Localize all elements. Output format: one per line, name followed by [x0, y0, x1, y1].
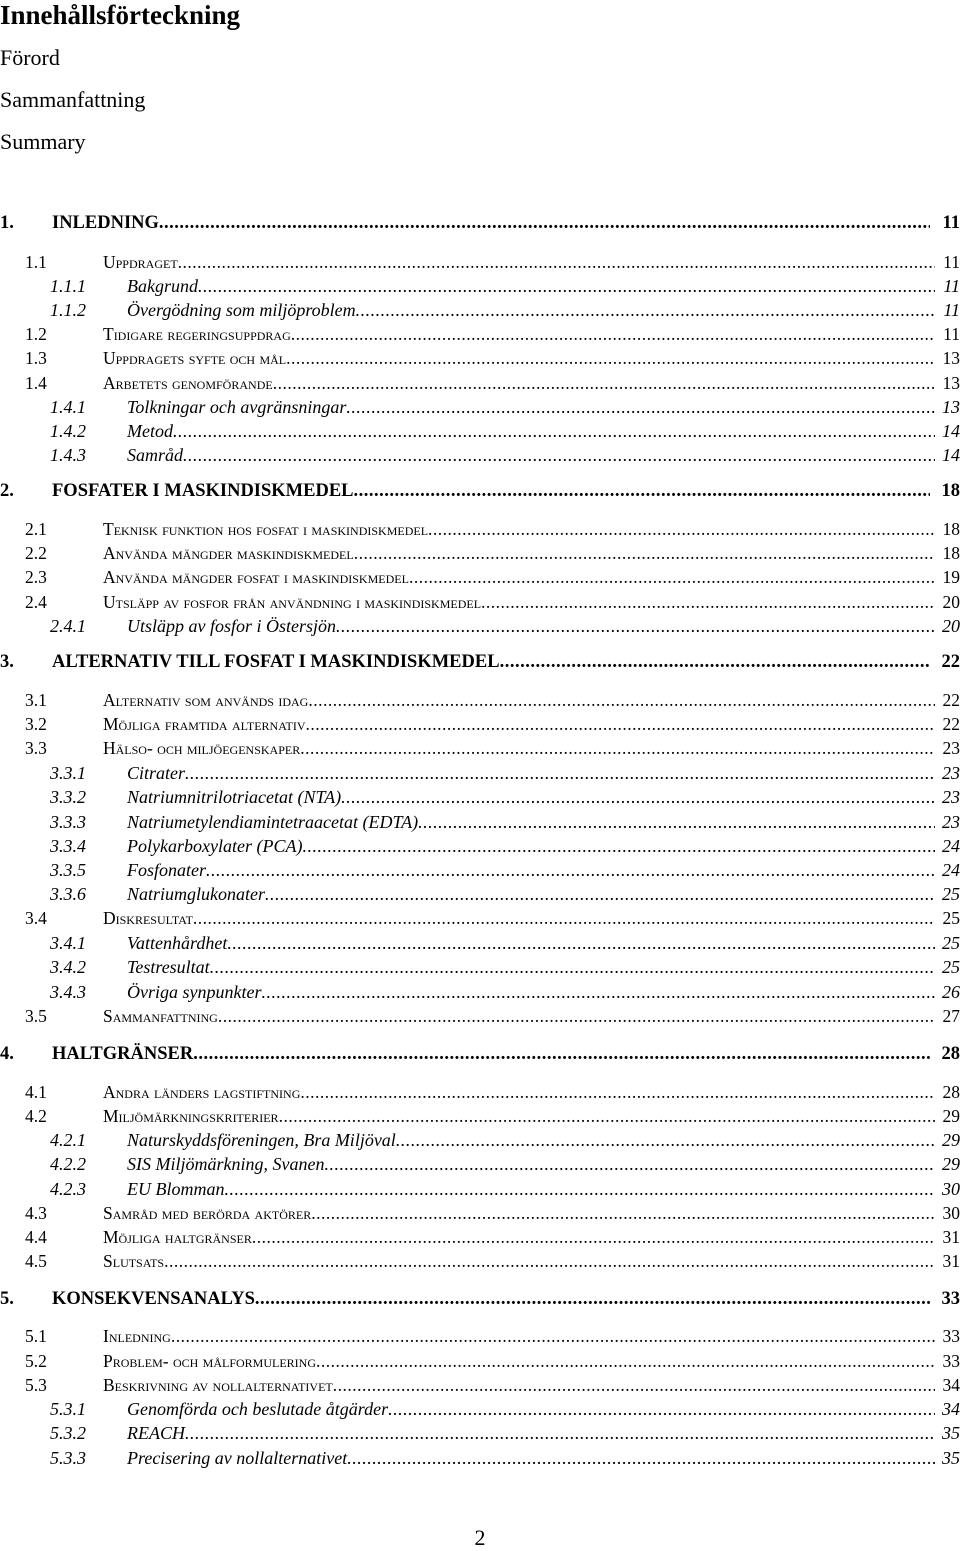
toc-entry-leader — [127, 395, 935, 419]
toc-entry-page: 25 — [942, 955, 960, 979]
toc-entry[interactable] — [0, 211, 960, 235]
toc-entry-title: Använda mängder fosfat i maskindiskmedel — [103, 565, 409, 589]
toc-entry-number: 3.3.6 — [50, 882, 86, 906]
toc-entry[interactable] — [0, 1225, 960, 1249]
toc-entry-number: 4.4 — [25, 1225, 47, 1249]
toc-entry-number: 3.4 — [25, 906, 47, 930]
toc-entry[interactable] — [0, 614, 960, 638]
toc-entry-title: Utsläpp av fosfor i Östersjön — [127, 614, 336, 638]
toc-entry-leader — [127, 274, 935, 298]
toc-entry[interactable] — [0, 882, 960, 906]
toc-entry-leader — [127, 810, 935, 834]
toc-entry[interactable] — [0, 419, 960, 443]
toc-entry-title: HALTGRÄNSER — [52, 1042, 193, 1066]
toc-entry-number: 2.3 — [25, 565, 47, 589]
toc-entry-leader — [103, 517, 935, 541]
toc-entry[interactable] — [0, 785, 960, 809]
toc-entry-leader — [127, 443, 935, 467]
toc-entry-title: Utsläpp av fosfor från användning i maskindiskmedel — [103, 590, 481, 614]
toc-entry-page: 24 — [942, 834, 960, 858]
toc-entry-title: Diskresultat — [103, 906, 193, 930]
toc-entry-page: 23 — [942, 785, 960, 809]
toc-entry-leader — [127, 1421, 935, 1445]
toc-entry-number: 5.3.3 — [50, 1446, 86, 1470]
toc-entry-title: Testresultat — [127, 955, 210, 979]
toc-dot-leader — [261, 980, 935, 1004]
toc-dot-leader — [306, 712, 935, 736]
toc-entry-number: 3.1 — [25, 688, 47, 712]
toc-entry-page: 20 — [942, 614, 960, 638]
toc-entry-title: KONSEKVENSANALYS — [52, 1287, 255, 1311]
toc-entry[interactable] — [0, 346, 960, 370]
toc-dot-leader — [206, 858, 935, 882]
toc-dot-leader — [225, 1177, 936, 1201]
toc-dot-leader — [265, 882, 935, 906]
toc-entry-page: 29 — [943, 1104, 960, 1128]
toc-entry-number: 3. — [0, 650, 14, 674]
toc-dot-leader — [300, 736, 935, 760]
toc-entry-number: 2.2 — [25, 541, 47, 565]
toc-entry[interactable] — [0, 1287, 960, 1311]
front-matter-summary-sv[interactable]: Sammanfattning — [0, 87, 145, 113]
toc-entry-title: EU Blomman — [127, 1177, 225, 1201]
toc-entry-leader — [127, 1397, 935, 1421]
toc-entry-leader — [127, 882, 935, 906]
toc-entry-number: 1.2 — [25, 322, 47, 346]
toc-entry-leader — [52, 1287, 930, 1311]
toc-entry-page: 11 — [943, 250, 960, 274]
toc-entry-page: 34 — [942, 1397, 960, 1421]
toc-entry-title: Citrater — [127, 761, 185, 785]
toc-entry-leader — [52, 211, 930, 235]
toc-entry-number: 3.5 — [25, 1004, 47, 1028]
toc-entry-title: Bakgrund — [127, 274, 198, 298]
toc-entry-title: SIS Miljömärkning, Svanen — [127, 1152, 324, 1176]
toc-entry-title: Möjliga haltgränser — [103, 1225, 252, 1249]
toc-entry-leader — [127, 1446, 935, 1470]
toc-entry-page: 27 — [943, 1004, 960, 1028]
toc-entry-leader — [103, 250, 935, 274]
toc-entry[interactable] — [0, 1373, 960, 1397]
toc-entry-title: Beskrivning av nollalternativet — [103, 1373, 333, 1397]
page-number: 2 — [0, 1525, 960, 1551]
toc-entry[interactable] — [0, 1080, 960, 1104]
toc-entry-leader — [52, 1042, 930, 1066]
toc-entry-title: Inledning — [103, 1324, 171, 1348]
toc-entry-page: 18 — [943, 517, 960, 541]
toc-entry[interactable] — [0, 1004, 960, 1028]
toc-dot-leader — [193, 1042, 930, 1066]
toc-dot-leader — [185, 1421, 935, 1445]
toc-entry-leader — [103, 906, 935, 930]
toc-entry[interactable] — [0, 858, 960, 882]
toc-entry[interactable] — [0, 371, 960, 395]
toc-entry-number: 4.2 — [25, 1104, 47, 1128]
toc-entry-leader — [103, 541, 935, 565]
toc-entry-leader — [103, 1004, 935, 1028]
toc-entry-page: 25 — [942, 882, 960, 906]
toc-entry-page: 29 — [942, 1152, 960, 1176]
toc-entry[interactable] — [0, 1201, 960, 1225]
toc-entry-number: 5.2 — [25, 1349, 47, 1373]
toc-entry[interactable] — [0, 1249, 960, 1273]
toc-entry-number: 1.4 — [25, 371, 47, 395]
toc-entry-page: 22 — [943, 712, 960, 736]
toc-entry-title: Möjliga framtida alternativ — [103, 712, 306, 736]
toc-entry-title: Arbetets genomförande — [103, 371, 273, 395]
toc-entry-title: Genomförda och beslutade åtgärder — [127, 1397, 388, 1421]
toc-entry-title: Precisering av nollalternativet — [127, 1446, 347, 1470]
toc-entry-leader — [103, 736, 935, 760]
toc-entry-page: 23 — [942, 761, 960, 785]
toc-entry-number: 3.3.3 — [50, 810, 86, 834]
toc-entry-page: 14 — [942, 443, 960, 467]
toc-entry-leader — [103, 1201, 935, 1225]
toc-entry-number: 3.3.2 — [50, 785, 86, 809]
toc-entry-title: Sammanfattning — [103, 1004, 218, 1028]
toc-entry-leader — [103, 565, 935, 589]
toc-entry[interactable] — [0, 1042, 960, 1066]
toc-entry[interactable] — [0, 1446, 960, 1470]
toc-entry-title: Natriumglukonater — [127, 882, 265, 906]
toc-entry[interactable] — [0, 541, 960, 565]
toc-entry[interactable] — [0, 1349, 960, 1373]
toc-dot-leader — [183, 443, 935, 467]
toc-entry-page: 30 — [942, 1177, 960, 1201]
toc-entry[interactable] — [0, 980, 960, 1004]
toc-entry-number: 1.4.2 — [50, 419, 86, 443]
toc-entry[interactable] — [0, 298, 960, 322]
toc-entry-number: 2.4 — [25, 590, 47, 614]
toc-entry-leader — [103, 1104, 935, 1128]
toc-entry[interactable] — [0, 1104, 960, 1128]
toc-entry[interactable] — [0, 931, 960, 955]
toc-dot-leader — [396, 1128, 935, 1152]
toc-entry-title: Miljömärkningskriterier — [103, 1104, 279, 1128]
toc-entry-title: Uppdraget — [103, 250, 178, 274]
toc-dot-leader — [428, 517, 935, 541]
toc-entry-number: 5.3.2 — [50, 1421, 86, 1445]
toc-entry-page: 33 — [943, 1324, 960, 1348]
toc-dot-leader — [347, 1446, 935, 1470]
toc-entry-page: 23 — [943, 736, 960, 760]
toc-entry-number: 3.4.3 — [50, 980, 86, 1004]
toc-entry[interactable] — [0, 479, 960, 503]
toc-entry-title: Fosfonater — [127, 858, 206, 882]
toc-entry-title: ALTERNATIV TILL FOSFAT I MASKINDISKMEDEL — [52, 650, 500, 674]
toc-entry-leader — [127, 955, 935, 979]
toc-entry-leader — [103, 1373, 935, 1397]
toc-entry-number: 5.3.1 — [50, 1397, 86, 1421]
toc-entry[interactable] — [0, 761, 960, 785]
toc-entry-title: Slutsats — [103, 1249, 164, 1273]
toc-entry-page: 26 — [942, 980, 960, 1004]
toc-entry-page: 35 — [942, 1446, 960, 1470]
toc-entry-leader — [103, 371, 935, 395]
toc-entry-leader — [103, 688, 935, 712]
toc-dot-leader — [227, 931, 935, 955]
toc-entry-title: FOSFATER I MASKINDISKMEDEL — [52, 479, 354, 503]
toc-entry-number: 3.3.1 — [50, 761, 86, 785]
toc-dot-leader — [481, 590, 935, 614]
toc-dot-leader — [300, 1080, 935, 1104]
toc-dot-leader — [291, 322, 935, 346]
toc-entry-page: 14 — [942, 419, 960, 443]
toc-entry-leader — [52, 650, 930, 674]
toc-entry-page: 18 — [942, 479, 960, 503]
toc-entry-page: 11 — [943, 298, 960, 322]
toc-entry-leader — [103, 1349, 935, 1373]
toc-entry-title: Använda mängder maskindiskmedel — [103, 541, 354, 565]
toc-entry-leader — [103, 712, 935, 736]
toc-entry-page: 35 — [942, 1421, 960, 1445]
toc-entry-page: 23 — [942, 810, 960, 834]
toc-entry-page: 22 — [942, 650, 960, 674]
toc-entry-page: 18 — [943, 541, 960, 565]
toc-dot-leader — [333, 1373, 935, 1397]
toc-entry-number: 4.2.3 — [50, 1177, 86, 1201]
toc-entry-page: 22 — [943, 688, 960, 712]
toc-dot-leader — [218, 1004, 935, 1028]
toc-dot-leader — [308, 688, 935, 712]
toc-entry[interactable] — [0, 590, 960, 614]
toc-entry-number: 4.5 — [25, 1249, 47, 1273]
toc-entry-page: 11 — [943, 322, 960, 346]
toc-entry[interactable] — [0, 274, 960, 298]
toc-dot-leader — [336, 614, 935, 638]
toc-entry[interactable] — [0, 688, 960, 712]
toc-entry-leader — [127, 1128, 935, 1152]
toc-entry[interactable] — [0, 736, 960, 760]
toc-entry-title: Problem- och målformulering — [103, 1349, 316, 1373]
toc-dot-leader — [279, 1104, 935, 1128]
toc-entry[interactable] — [0, 565, 960, 589]
toc-entry-page: 34 — [943, 1373, 960, 1397]
toc-entry-page: 30 — [943, 1201, 960, 1225]
toc-entry-page: 33 — [942, 1287, 960, 1311]
toc-entry-title: Tidigare regeringsuppdrag — [103, 322, 291, 346]
toc-entry-title: Övriga synpunkter — [127, 980, 261, 1004]
toc-entry-page: 20 — [943, 590, 960, 614]
toc-entry-number: 5. — [0, 1287, 14, 1311]
toc-entry-page: 29 — [942, 1128, 960, 1152]
toc-entry[interactable] — [0, 443, 960, 467]
toc-entry-title: Övergödning som miljöproblem — [127, 298, 356, 322]
toc-heading: Innehållsförteckning — [0, 0, 240, 30]
toc-entry-leader — [127, 761, 935, 785]
toc-entry-number: 4.3 — [25, 1201, 47, 1225]
toc-entry-title: Uppdragets syfte och mål — [103, 346, 286, 370]
toc-entry-number: 3.4.1 — [50, 931, 86, 955]
toc-entry[interactable] — [0, 322, 960, 346]
toc-entry-title: Andra länders lagstiftning — [103, 1080, 300, 1104]
toc-entry-number: 1.4.3 — [50, 443, 86, 467]
toc-entry-title: Hälso- och miljöegenskaper — [103, 736, 300, 760]
toc-entry-page: 25 — [942, 931, 960, 955]
toc-dot-leader — [286, 346, 935, 370]
toc-entry-leader — [127, 298, 935, 322]
toc-dot-leader — [311, 1201, 935, 1225]
toc-entry-page: 25 — [943, 906, 960, 930]
toc-entry-leader — [103, 1225, 935, 1249]
toc-entry-number: 4. — [0, 1042, 14, 1066]
toc-dot-leader — [354, 479, 930, 503]
toc-entry[interactable] — [0, 906, 960, 930]
toc-entry-number: 2.1 — [25, 517, 47, 541]
toc-entry-number: 1.3 — [25, 346, 47, 370]
toc-dot-leader — [198, 274, 935, 298]
toc-entry-number: 1.4.1 — [50, 395, 86, 419]
toc-entry-page: 13 — [942, 395, 960, 419]
toc-entry-number: 2. — [0, 479, 14, 503]
toc-entry-page: 11 — [943, 274, 960, 298]
toc-entry-number: 3.4.2 — [50, 955, 86, 979]
toc-dot-leader — [185, 761, 935, 785]
toc-dot-leader — [409, 565, 935, 589]
toc-entry-number: 3.2 — [25, 712, 47, 736]
toc-entry-leader — [127, 419, 935, 443]
toc-entry-leader — [103, 322, 935, 346]
toc-entry-title: Tolkningar och avgränsningar — [127, 395, 346, 419]
toc-entry-title: Samråd med berörda aktörer — [103, 1201, 311, 1225]
toc-entry-leader — [103, 1324, 935, 1348]
toc-entry-title: Alternativ som används idag — [103, 688, 308, 712]
toc-dot-leader — [324, 1152, 935, 1176]
toc-entry[interactable] — [0, 517, 960, 541]
toc-entry-title: Natriumnitrilotriacetat (NTA) — [127, 785, 341, 809]
toc-entry[interactable] — [0, 1421, 960, 1445]
toc-entry-leader — [127, 1177, 935, 1201]
toc-entry-number: 3.3.4 — [50, 834, 86, 858]
toc-entry[interactable] — [0, 395, 960, 419]
toc-entry-title: Naturskyddsföreningen, Bra Miljöval — [127, 1128, 396, 1152]
toc-entry-leader — [127, 858, 935, 882]
toc-entry-number: 3.3 — [25, 736, 47, 760]
toc-dot-leader — [500, 650, 930, 674]
toc-entry-number: 4.2.1 — [50, 1128, 86, 1152]
toc-entry-page: 11 — [943, 211, 960, 235]
toc-dot-leader — [346, 395, 935, 419]
toc-dot-leader — [273, 371, 935, 395]
toc-dot-leader — [210, 955, 935, 979]
toc-entry-leader — [127, 834, 935, 858]
toc-entry-page: 13 — [943, 346, 960, 370]
toc-entry-number: 2.4.1 — [50, 614, 86, 638]
toc-entry-page: 19 — [943, 565, 960, 589]
toc-dot-leader — [356, 298, 935, 322]
toc-entry-page: 28 — [942, 1042, 960, 1066]
toc-entry[interactable] — [0, 650, 960, 674]
toc-entry-page: 28 — [943, 1080, 960, 1104]
toc-entry-number: 4.1 — [25, 1080, 47, 1104]
toc-dot-leader — [388, 1397, 935, 1421]
toc-entry[interactable] — [0, 712, 960, 736]
toc-entry-title: Teknisk funktion hos fosfat i maskindiskmedel — [103, 517, 428, 541]
toc-dot-leader — [316, 1349, 935, 1373]
toc-entry-leader — [127, 931, 935, 955]
toc-entry-title: INLEDNING — [52, 211, 159, 235]
front-matter-summary-en[interactable]: Summary — [0, 129, 86, 155]
toc-entry-page: 24 — [942, 858, 960, 882]
toc-dot-leader — [159, 211, 930, 235]
toc-entry-page: 31 — [943, 1225, 960, 1249]
toc-entry-leader — [103, 1080, 935, 1104]
toc-entry-leader — [103, 590, 935, 614]
toc-entry-title: Vattenhårdhet — [127, 931, 227, 955]
toc-entry[interactable] — [0, 1324, 960, 1348]
toc-entry-leader — [127, 614, 935, 638]
toc-entry-leader — [127, 980, 935, 1004]
toc-entry-leader — [127, 1152, 935, 1176]
toc-dot-leader — [255, 1287, 930, 1311]
toc-entry[interactable] — [0, 955, 960, 979]
toc-entry-number: 1.1.1 — [50, 274, 86, 298]
toc-entry-leader — [127, 785, 935, 809]
toc-entry-number: 5.3 — [25, 1373, 47, 1397]
front-matter-foreword[interactable]: Förord — [0, 45, 60, 71]
toc-entry-number: 1.1 — [25, 250, 47, 274]
toc-entry-number: 1. — [0, 211, 14, 235]
toc-dot-leader — [164, 1249, 935, 1273]
toc-entry-leader — [52, 479, 930, 503]
toc-dot-leader — [354, 541, 935, 565]
toc-dot-leader — [302, 834, 935, 858]
toc-entry-title: Samråd — [127, 443, 183, 467]
toc-entry-number: 3.3.5 — [50, 858, 86, 882]
toc-dot-leader — [178, 250, 935, 274]
toc-entry-page: 31 — [943, 1249, 960, 1273]
toc-dot-leader — [418, 810, 935, 834]
toc-entry-number: 5.1 — [25, 1324, 47, 1348]
toc-entry-page: 33 — [943, 1349, 960, 1373]
toc-entry-title: Polykarboxylater (PCA) — [127, 834, 302, 858]
toc-entry[interactable] — [0, 1397, 960, 1421]
toc-entry[interactable] — [0, 250, 960, 274]
toc-entry[interactable] — [0, 810, 960, 834]
toc-entry[interactable] — [0, 1177, 960, 1201]
toc-entry-number: 1.1.2 — [50, 298, 86, 322]
toc-entry[interactable] — [0, 1152, 960, 1176]
toc-dot-leader — [341, 785, 935, 809]
toc-entry[interactable] — [0, 1128, 960, 1152]
toc-dot-leader — [193, 906, 935, 930]
toc-entry-leader — [103, 1249, 935, 1273]
toc-entry-page: 13 — [943, 371, 960, 395]
toc-entry-title: REACH — [127, 1421, 185, 1445]
toc-dot-leader — [252, 1225, 935, 1249]
toc-entry-number: 4.2.2 — [50, 1152, 86, 1176]
toc-entry-title: Natriumetylendiamintetraacetat (EDTA) — [127, 810, 418, 834]
toc-entry[interactable] — [0, 834, 960, 858]
toc-entry-leader — [103, 346, 935, 370]
toc-entry-title: Metod — [127, 419, 173, 443]
toc-dot-leader — [173, 419, 935, 443]
toc-dot-leader — [171, 1324, 935, 1348]
